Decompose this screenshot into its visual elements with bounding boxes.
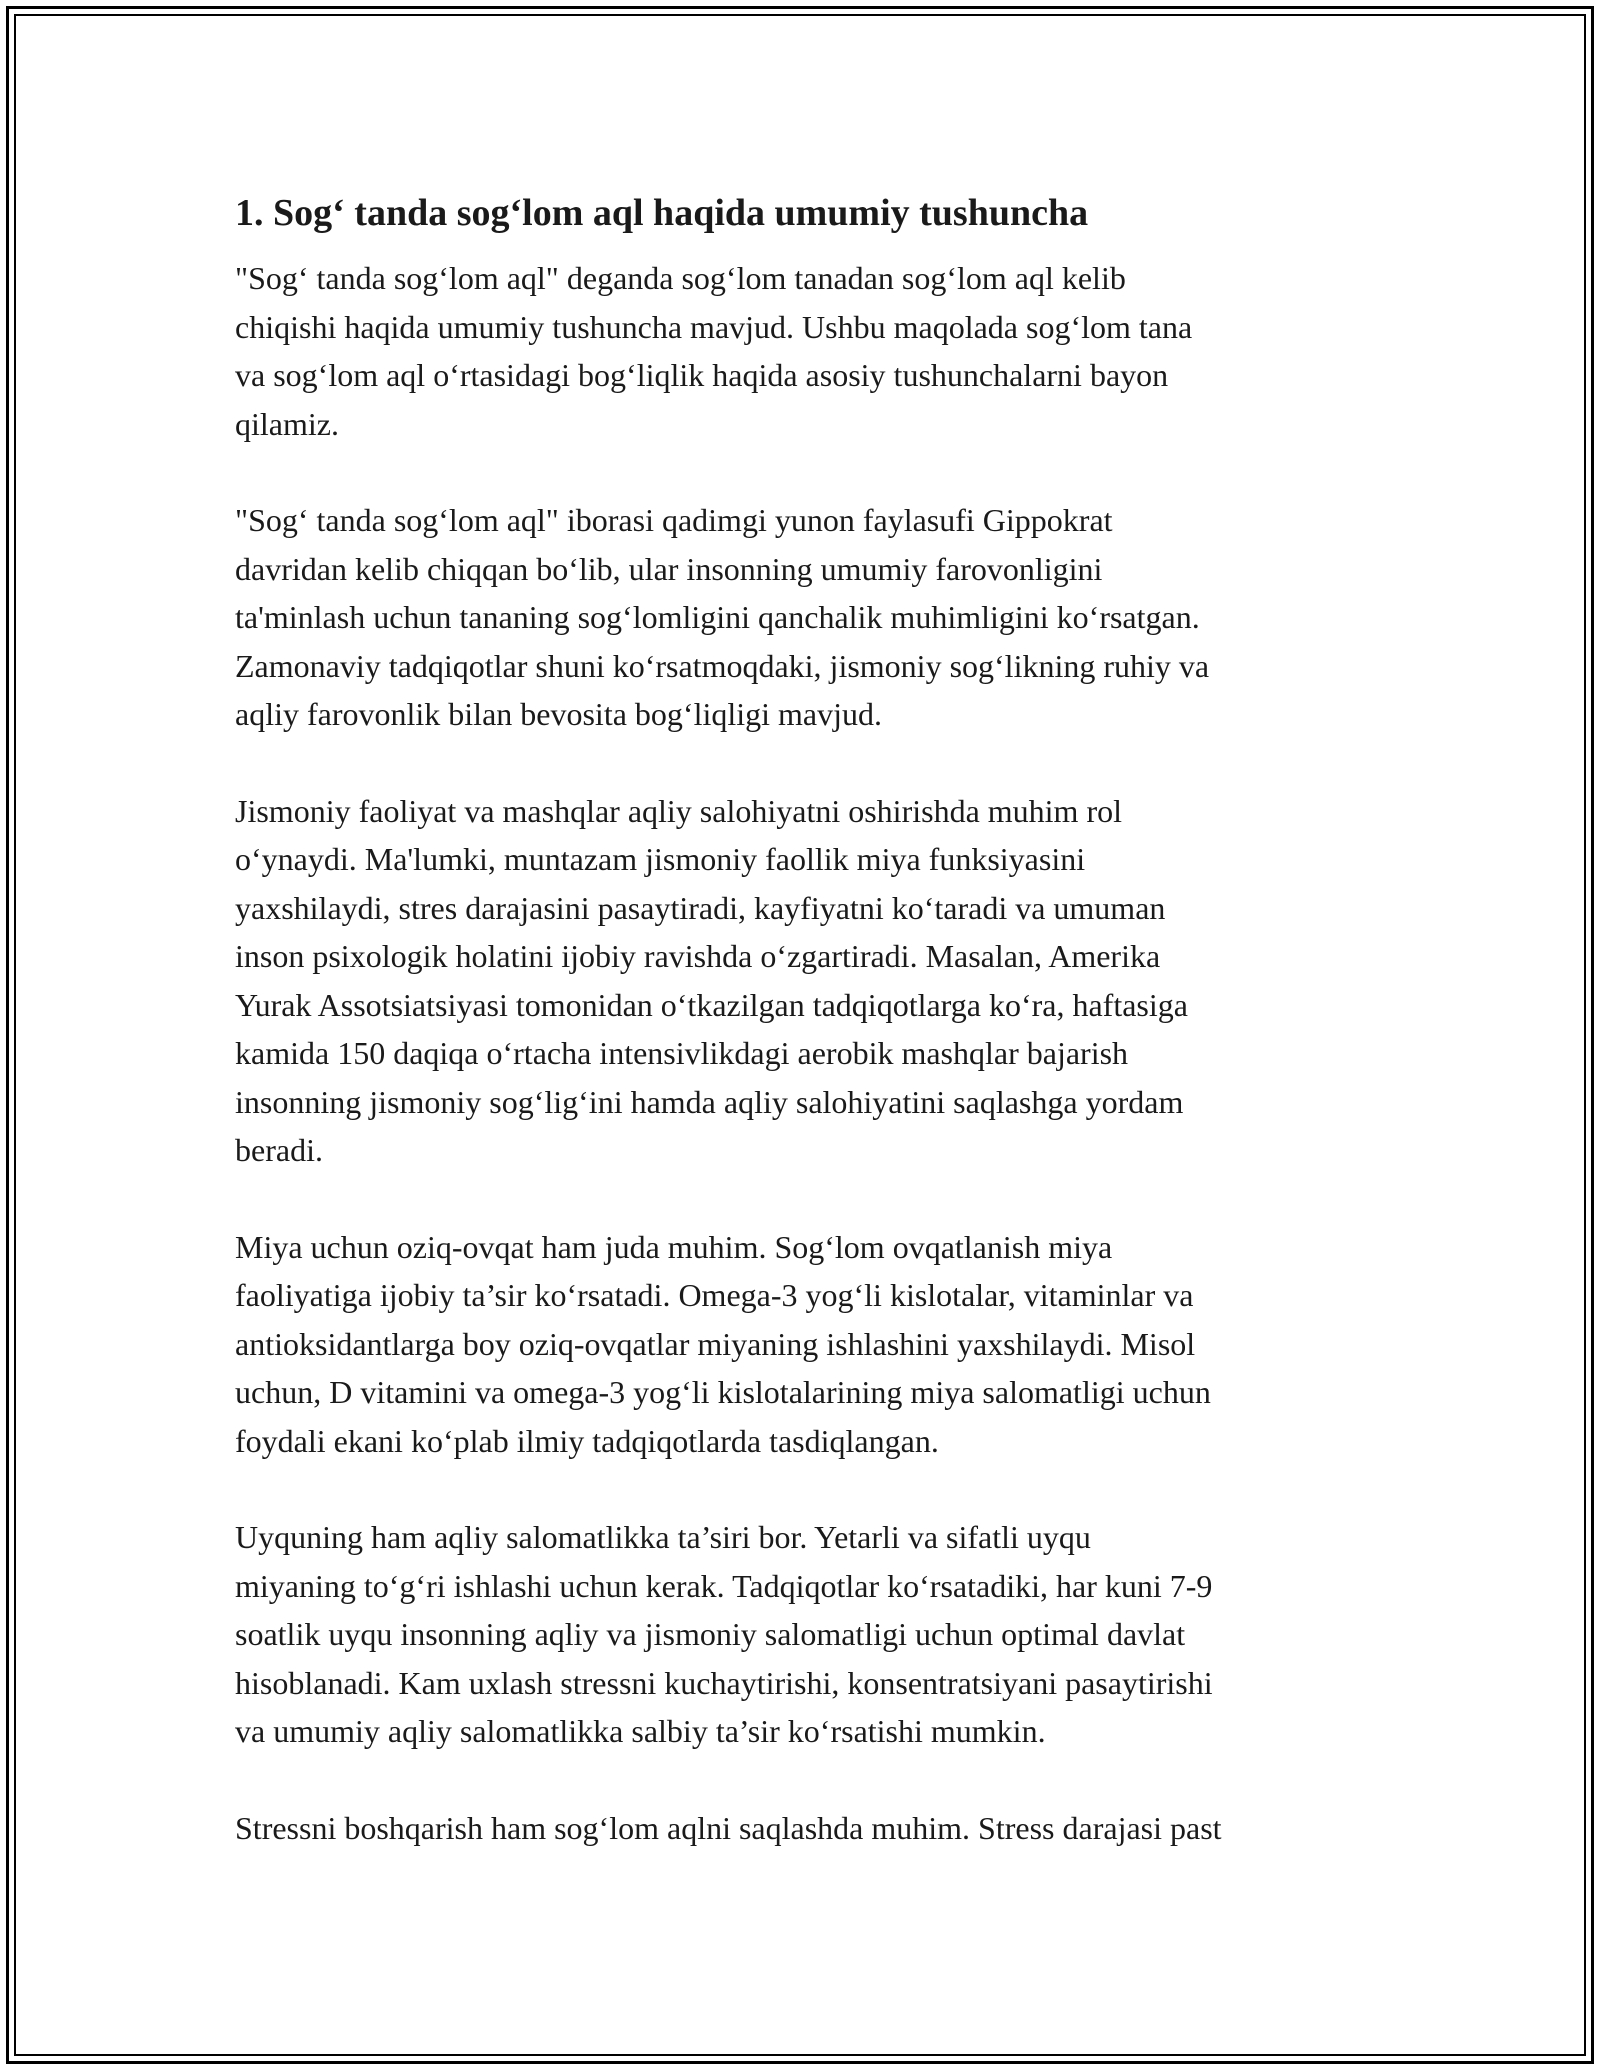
text-line: miyaning to‘g‘ri ishlashi uchun kerak. Tadqiqotlar ko‘rsatadiki, har kuni 7-9: [235, 1567, 1213, 1604]
text-line: chiqishi haqida umumiy tushuncha mavjud. Ushbu maqolada sog‘lom tana: [235, 308, 1193, 345]
text-line: antioksidantlarga boy oziq-ovqatlar miyaning ishlashini yaxshilaydi. Misol: [235, 1325, 1196, 1362]
text-line: Uyquning ham aqliy salomatlikka ta’siri bor. Yetarli va sifatli uyqu: [235, 1519, 1091, 1555]
text-line: uchun, D vitamini va omega-3 yog‘li kislotalarining miya salomatligi uchun: [235, 1374, 1211, 1410]
text-line: kamida 150 daqiqa o‘rtacha intensivlikdagi aerobik mashqlar bajarish: [235, 1035, 1129, 1071]
text-line: va umumiy aqliy salomatlikka salbiy ta’sir ko‘rsatishi mumkin.: [235, 1713, 1046, 1749]
text-line: Stressni boshqarish ham sog‘lom aqlni saqlashda muhim. Stress darajasi past: [235, 1809, 1222, 1846]
text-line: aqliy farovonlik bilan bevosita bog‘liqligi mavjud.: [235, 696, 882, 732]
text-line: soatlik uyqu insonning aqliy va jismoniy salomatligi uchun optimal davlat: [235, 1616, 1186, 1652]
text-line: davridan kelib chiqqan bo‘lib, ular insonning umumiy farovonligini: [235, 550, 1103, 587]
text-line: beradi.: [235, 1132, 323, 1168]
document-body: [235, 186, 1375, 1900]
text-line: va sog‘lom aql o‘rtasidagi bog‘liqlik haqida asosiy tushunchalarni bayon: [235, 357, 1169, 393]
text-line: hisoblanadi. Kam uxlash stressni kuchaytirishi, konsentratsiyani pasaytirishi: [235, 1664, 1213, 1701]
text-line: Jismoniy faoliyat va mashqlar aqliy salohiyatni oshirishda muhim rol: [235, 792, 1122, 829]
text-line: inson psixologik holatini ijobiy ravishda o‘zgartiradi. Masalan, Amerika: [235, 938, 1161, 974]
paragraph-stress: [235, 1804, 1375, 1853]
text-line: o‘ynaydi. Ma'lumki, muntazam jismoniy faollik miya funksiyasini: [235, 841, 1086, 877]
section-heading: 1. Sog‘ tanda sog‘lom aql haqida umumiy tushuncha: [235, 192, 1089, 234]
paragraph-sleep: [235, 1513, 1375, 1756]
text-line: Zamonaviy tadqiqotlar shuni ko‘rsatmoqdaki, jismoniy sog‘likning ruhiy va: [235, 647, 1210, 684]
text-line: foydali ekani ko‘plab ilmiy tadqiqotlarda tasdiqlangan.: [235, 1422, 939, 1459]
text-line: ta'minlash uchun tananing sog‘lomligini qanchalik muhimligini ko‘rsatgan.: [235, 599, 1200, 635]
paragraph-exercise: [235, 787, 1375, 1175]
text-line: faoliyatiga ijobiy ta’sir ko‘rsatadi. Omega-3 yog‘li kislotalar, vitaminlar va: [235, 1277, 1194, 1313]
text-line: "Sog‘ tanda sog‘lom aql" iborasi qadimgi yunon faylasufi Gippokrat: [235, 502, 1113, 538]
text-line: Yurak Assotsiatsiyasi tomonidan o‘tkazilgan tadqiqotlarga ko‘ra, haftasiga: [235, 986, 1188, 1023]
text-line: insonning jismoniy sog‘lig‘ini hamda aqliy salohiyatini saqlashga yordam: [235, 1083, 1184, 1120]
paragraph-origin: [235, 496, 1375, 739]
text-line: qilamiz.: [235, 405, 339, 442]
text-line: yaxshilaydi, stres darajasini pasaytiradi, kayfiyatni ko‘taradi va umuman: [235, 889, 1166, 926]
paragraph-nutrition: [235, 1223, 1375, 1466]
text-line: "Sog‘ tanda sog‘lom aql" deganda sog‘lom tanadan sog‘lom aql kelib: [235, 260, 1126, 296]
text-line: Miya uchun oziq-ovqat ham juda muhim. Sog‘lom ovqatlanish miya: [235, 1228, 1113, 1265]
paragraph-intro: [235, 254, 1375, 448]
